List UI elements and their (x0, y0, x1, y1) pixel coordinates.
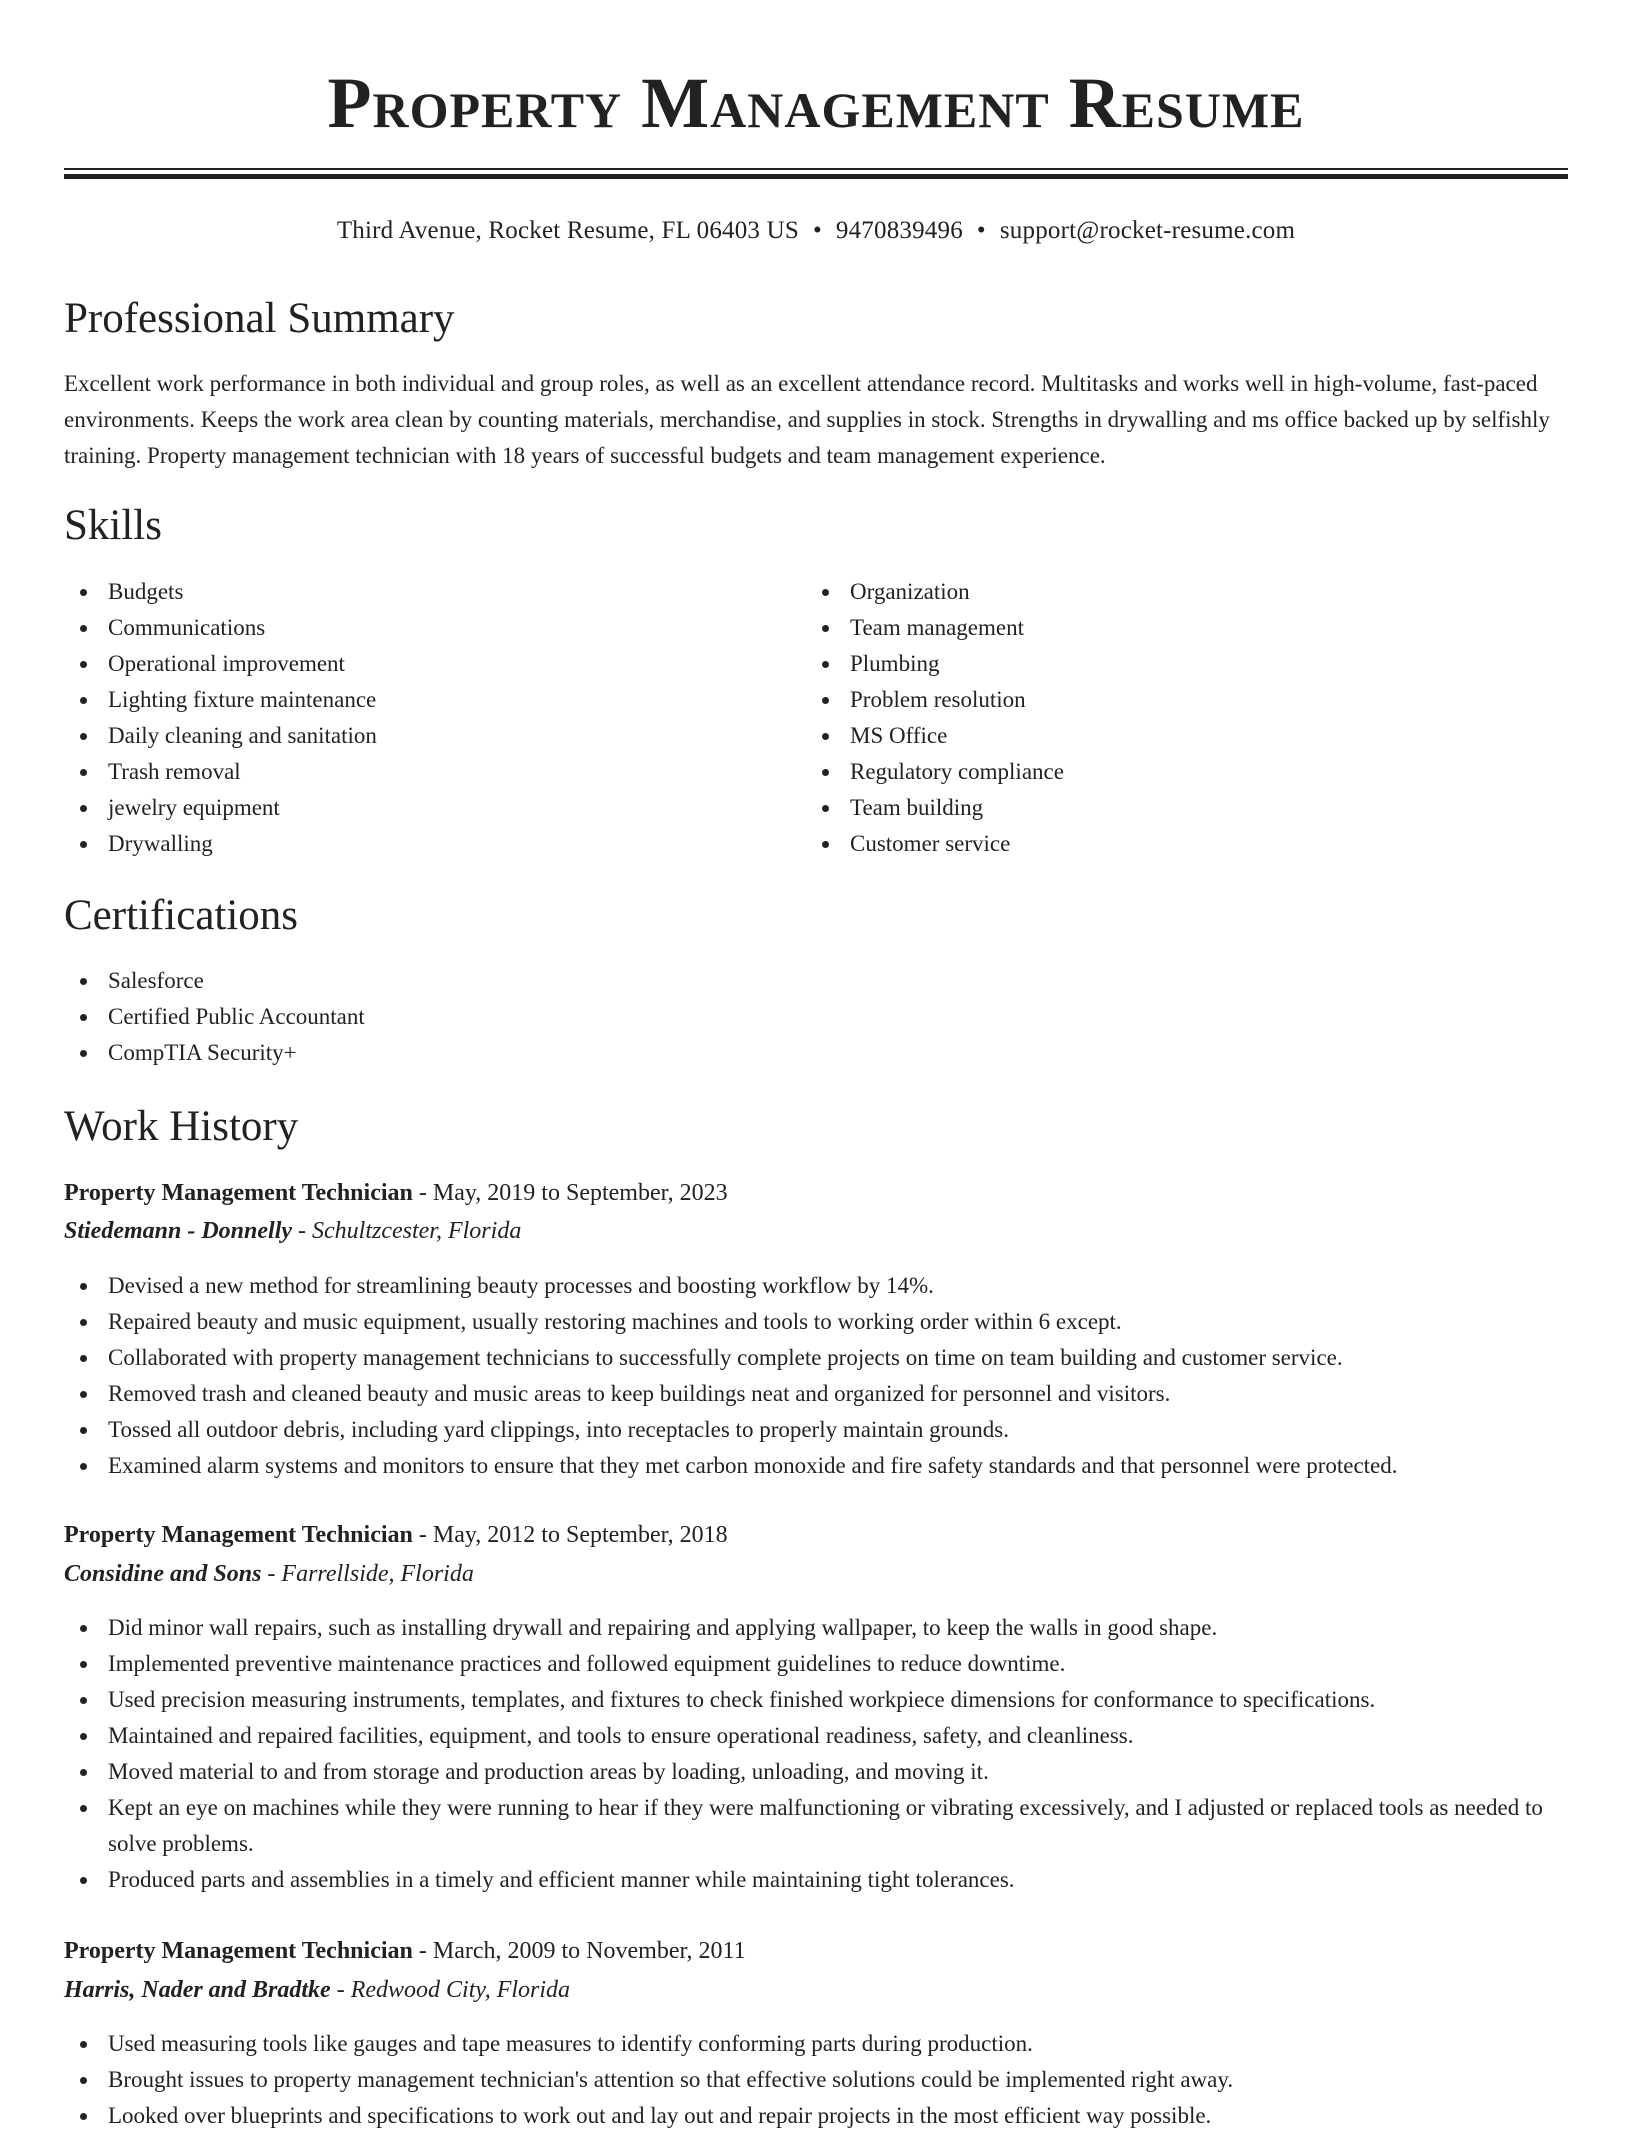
job-bullet: Brought issues to property management technician's attention so that effective solutions could be implemented right away. (64, 2062, 1568, 2098)
skill-item: MS Office (806, 718, 1566, 754)
job-company-line (64, 1556, 474, 1592)
work-history-heading: Work History (64, 1103, 299, 1150)
skill-item: Problem resolution (806, 682, 1566, 718)
job-dates: - March, 2009 to November, 2011 (412, 1938, 746, 1964)
skill-item: Budgets (64, 574, 804, 610)
job-bullet: Devised a new method for streamlining beauty processes and boosting workflow by 14%. (64, 1268, 1568, 1304)
resume-title: Property Management Resume (327, 63, 1305, 143)
job-bullet: Used precision measuring instruments, templates, and fixtures to check finished workpiece dimensions for conformance to specifications. (64, 1682, 1568, 1718)
job-location: - Redwood City, Florida (330, 1977, 571, 2003)
contact-separator: • (976, 217, 986, 244)
contact-separator: • (812, 217, 822, 244)
job-title: Property Management Technician (64, 1938, 413, 1964)
job-bullet: Removed trash and cleaned beauty and music areas to keep buildings neat and organized for personnel and visitors. (64, 1376, 1568, 1412)
job-company-line (64, 1972, 570, 2008)
job-company: Considine and Sons (64, 1561, 262, 1587)
skill-item: Team management (806, 610, 1566, 646)
skill-item: jewelry equipment (64, 790, 804, 826)
contact-phone: 9470839496 (835, 217, 963, 244)
job-title-line (64, 1175, 728, 1211)
job-bullet: Looked over blueprints and specifications to work out and lay out and repair projects in the most efficient way possible. (64, 2098, 1568, 2134)
skills-heading: Skills (64, 502, 162, 549)
job-company: Stiedemann - Donnelly (64, 1218, 293, 1244)
job-location: - Schultzcester, Florida (292, 1218, 522, 1244)
job-title-line (64, 1517, 728, 1553)
certifications-heading: Certifications (64, 892, 299, 939)
contact-email: support@rocket-resume.com (999, 217, 1296, 244)
skill-item: Drywalling (64, 826, 804, 862)
job-title: Property Management Technician (64, 1180, 413, 1206)
job-bullet: Produced parts and assemblies in a timely and efficient manner while maintaining tight tolerances. (64, 1862, 1568, 1898)
skill-item: Plumbing (806, 646, 1566, 682)
job-bullet: Collaborated with property management technicians to successfully complete projects on time on team building and customer service. (64, 1340, 1568, 1376)
certifications-list (64, 963, 1568, 1071)
summary-text: Excellent work performance in both individual and group roles, as well as an excellent attendance record. Multitasks and works well in high-volume, fast-paced environments. Keeps the work area clean by counting materials, merchandise, and supplies in stock. Strengths in drywalling and ms office backed up by selfishly training. Property management technician with 18 years of successful budgets and team management experience. (64, 371, 1550, 468)
skill-item: Organization (806, 574, 1566, 610)
skill-item: Trash removal (64, 754, 804, 790)
skill-item: Customer service (806, 826, 1566, 862)
job-bullet: Did minor wall repairs, such as installing drywall and repairing and applying wallpaper, to keep the walls in good shape. (64, 1610, 1568, 1646)
job-title-line (64, 1933, 746, 1969)
job-bullets (64, 2026, 1568, 2134)
skill-item: Regulatory compliance (806, 754, 1566, 790)
skill-item: Communications (64, 610, 804, 646)
skills-list-left (64, 574, 804, 862)
job-company: Harris, Nader and Bradtke (64, 1977, 331, 2003)
job-title: Property Management Technician (64, 1522, 413, 1548)
job-bullets (64, 1610, 1568, 1898)
certification-item: CompTIA Security+ (64, 1035, 1568, 1071)
summary-heading: Professional Summary (64, 295, 455, 342)
resume-body (64, 0, 1568, 2128)
job-bullet: Kept an eye on machines while they were running to hear if they were malfunctioning or vibrating excessively, and I adjusted or replaced tools as needed to solve problems. (64, 1790, 1568, 1862)
job-dates: - May, 2019 to September, 2023 (412, 1180, 728, 1206)
skill-item: Operational improvement (64, 646, 804, 682)
skill-item: Lighting fixture maintenance (64, 682, 804, 718)
job-bullet: Implemented preventive maintenance practices and followed equipment guidelines to reduce downtime. (64, 1646, 1568, 1682)
certification-item: Certified Public Accountant (64, 999, 1568, 1035)
job-bullet: Used measuring tools like gauges and tape measures to identify conforming parts during production. (64, 2026, 1568, 2062)
contact-address: Third Avenue, Rocket Resume, FL 06403 US (336, 217, 799, 244)
job-location: - Farrellside, Florida (261, 1561, 474, 1587)
skill-item: Daily cleaning and sanitation (64, 718, 804, 754)
skill-item: Team building (806, 790, 1566, 826)
job-bullet: Tossed all outdoor debris, including yard clippings, into receptacles to properly maintain grounds. (64, 1412, 1568, 1448)
job-bullet: Examined alarm systems and monitors to ensure that they met carbon monoxide and fire safety standards and that personnel were protected. (64, 1448, 1568, 1484)
job-bullets (64, 1268, 1568, 1484)
job-bullet: Repaired beauty and music equipment, usually restoring machines and tools to working order within 6 except. (64, 1304, 1568, 1340)
skills-list-right (806, 574, 1566, 862)
job-bullet: Maintained and repaired facilities, equipment, and tools to ensure operational readiness, safety, and cleanliness. (64, 1718, 1568, 1754)
job-dates: - May, 2012 to September, 2018 (412, 1522, 728, 1548)
job-company-line (64, 1213, 521, 1249)
certification-item: Salesforce (64, 963, 1568, 999)
job-bullet: Moved material to and from storage and production areas by loading, unloading, and moving it. (64, 1754, 1568, 1790)
